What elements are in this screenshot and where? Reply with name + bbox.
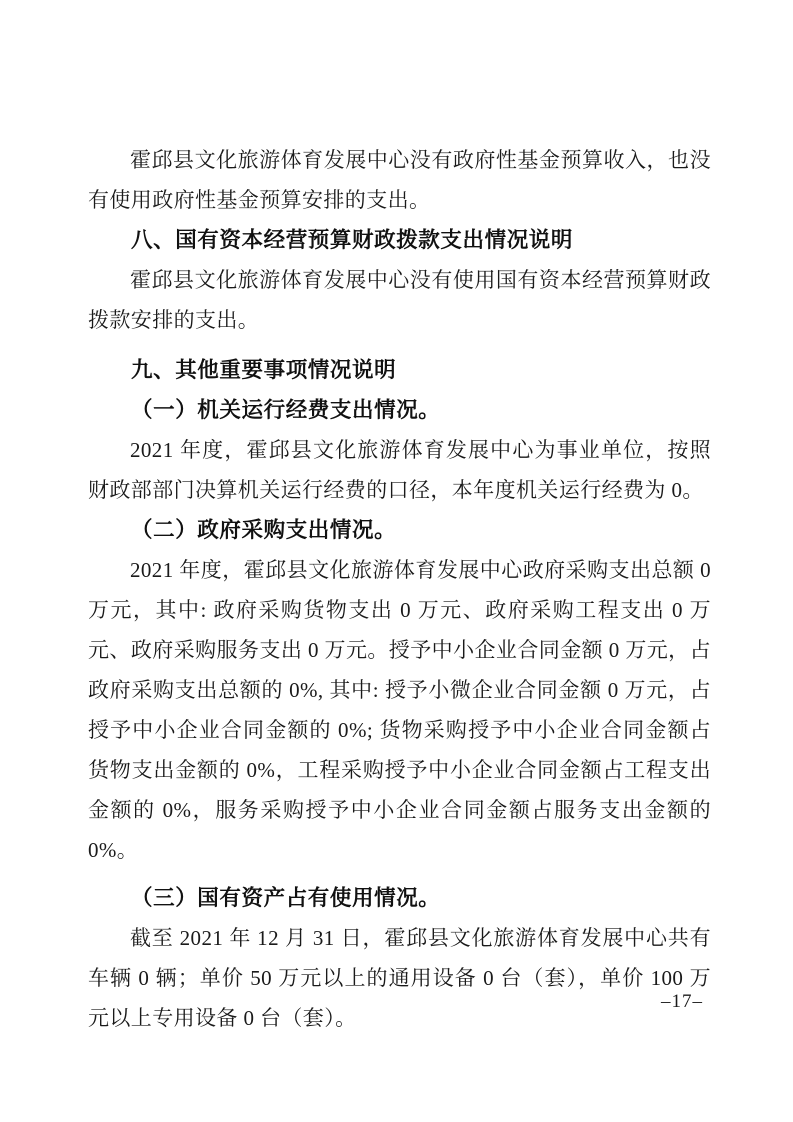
section-9-1-paragraph: 2021 年度，霍邱县文化旅游体育发展中心为事业单位，按照财政部部门决算机关运行经费的口径，本年度机关运行经费为 0。 — [88, 438, 711, 502]
section-9-3-paragraph: 截至 2021 年 12 月 31 日，霍邱县文化旅游体育发展中心共有车辆 0 辆；单价 50 万元以上的通用设备 0 台（套），单价 100 万元以上专用设备 0 台（套）。 — [88, 926, 711, 1030]
section-9-heading: 九、其他重要事项情况说明 — [131, 358, 397, 382]
page-number: –17– — [661, 991, 703, 1012]
section-9-1-heading: （一）机关运行经费支出情况。 — [131, 398, 441, 422]
section-8-heading: 八、国有资本经营预算财政拨款支出情况说明 — [131, 228, 574, 252]
document-content — [88, 140, 711, 1038]
section-9-3-heading: （三）国有资产占有使用情况。 — [131, 886, 441, 910]
gov-fund-budget-paragraph: 霍邱县文化旅游体育发展中心没有政府性基金预算收入，也没有使用政府性基金预算安排的支出。 — [88, 148, 711, 212]
section-9-2-heading: （二）政府采购支出情况。 — [131, 518, 397, 542]
section-9-2-paragraph: 2021 年度，霍邱县文化旅游体育发展中心政府采购支出总额 0 万元，其中: 政府采购货物支出 0 万元、政府采购工程支出 0 万元、政府采购服务支出 0 万元。授予中小企业合同金额 0 万元，占政府采购支出总额的 0%, 其中: 授予小微企业合同金额 0 万元，占授予中小企业合同金额的 0%; 货物采购授予中小企业合同金额占货物支出金额的 0%，工程采购授予中小企业合同金额占工程支出金额的 0%，服务采购授予中小企业合同金额占服务支出金额的 0%。 — [88, 558, 711, 862]
section-8-paragraph: 霍邱县文化旅游体育发展中心没有使用国有资本经营预算财政拨款安排的支出。 — [88, 268, 711, 332]
